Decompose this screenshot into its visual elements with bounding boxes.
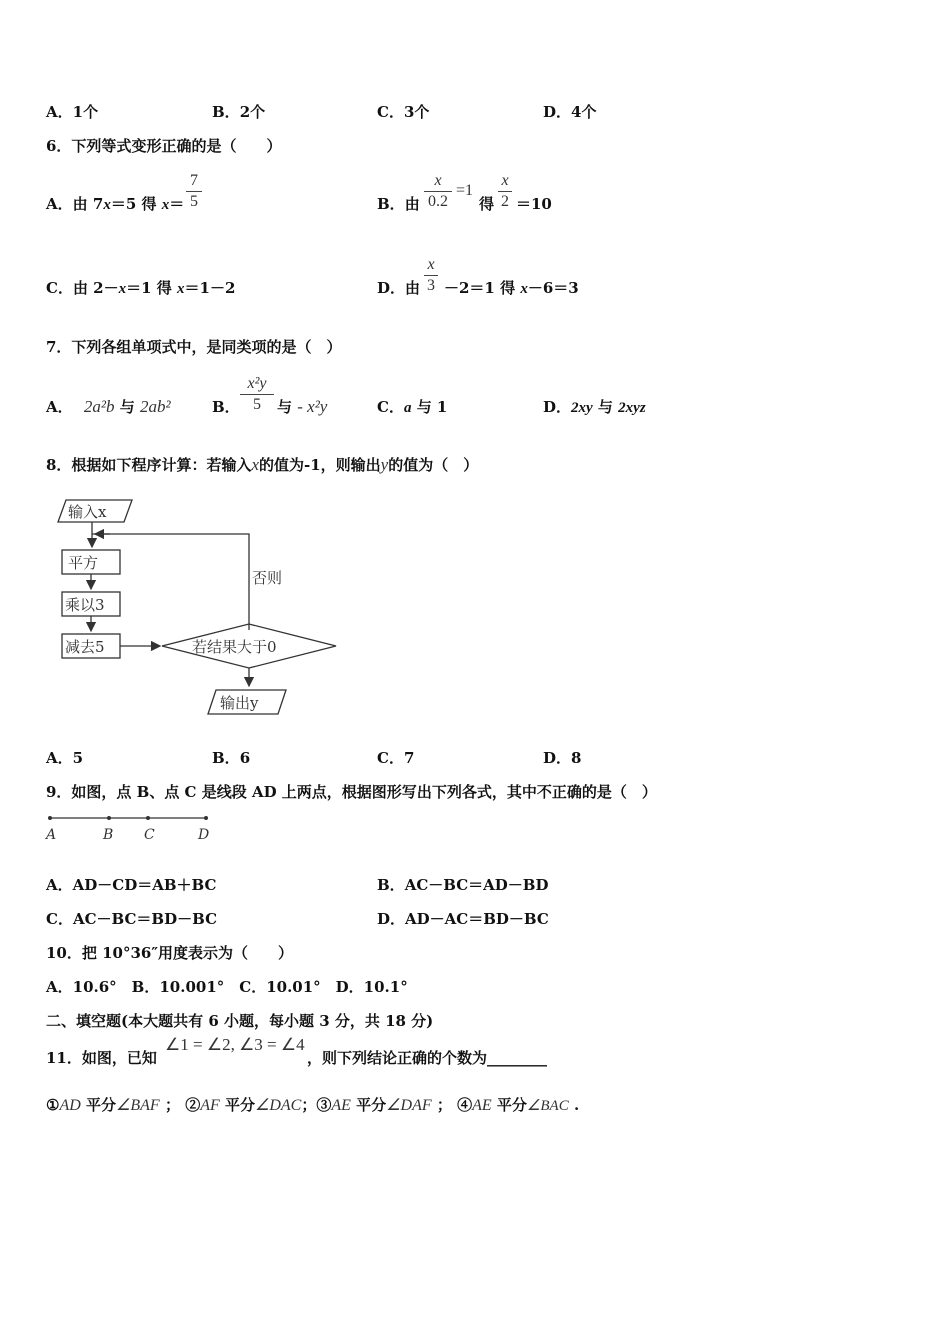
q6-stem: 6．下列等式变形正确的是（ ） [46, 137, 282, 155]
q6-b-fraction-1: x 0.2 [424, 172, 452, 211]
q8-flowchart [40, 490, 350, 720]
section-2-title: 二、填空题(本大题共有 6 小题，每小题 3 分，共 18 分) [46, 1012, 434, 1030]
q9-segment-figure [40, 810, 230, 846]
q6-b-post: ＝10 [516, 195, 552, 213]
q9-option-c: C．AC－BC＝BD－BC [46, 910, 218, 928]
q11-conclusions: ①AD 平分∠BAF ； ②AF 平分∠DAC；③AE 平分∠DAF ； ④AE 平分∠BAC . [46, 1096, 580, 1114]
q8-option-c: C．7 [377, 749, 415, 767]
q8-option-a: A．5 [46, 749, 84, 767]
q6-d-fraction: x 3 [424, 256, 438, 295]
q9-option-d: D．AD－AC＝BD－BC [377, 910, 549, 928]
q10-stem: 10．把 10°36″用度表示为（ ） [46, 944, 294, 962]
q8-stem: 8．根据如下程序计算：若输入x的值为-1，则输出y的值为（ ） [46, 455, 479, 474]
q5-option-d: D．4个 [543, 103, 597, 121]
q9-stem: 9．如图，点 B、点 C 是线段 AD 上两点，根据图形写出下列各式，其中不正确的是（ ） [46, 783, 657, 801]
flow-step-square-label: 平方 [68, 554, 99, 572]
q6-a-fraction: 7 5 [186, 172, 202, 211]
q6-d-rest: －2＝1 得 x－6＝3 [444, 279, 579, 297]
q6-b-fraction-2: x 2 [498, 172, 512, 211]
q7-option-b-rest: 与 - x²y [277, 397, 328, 416]
q7-b-fraction: x²y 5 [240, 375, 274, 414]
point-c-label: C [144, 827, 155, 843]
point-b-label: B [103, 827, 114, 843]
q11-stem-post: ，则下列结论正确的个数为________ [307, 1049, 548, 1067]
flow-output-label: 输出y [220, 694, 259, 712]
flow-step-subtract-label: 减去5 [65, 638, 105, 656]
q11-stem-pre: 11．如图，已知 [46, 1049, 157, 1067]
q6-option-b: B．由 [377, 195, 420, 213]
point-a-label: A [46, 827, 57, 843]
flow-decision-label: 若结果大于0 [192, 638, 277, 656]
q9-option-a: A．AD－CD＝AB＋BC [46, 876, 217, 894]
flow-step-multiply-label: 乘以3 [65, 596, 105, 614]
q5-option-b: B．2个 [212, 103, 266, 121]
flow-else-label: 否则 [252, 569, 283, 587]
q8-option-d: D．8 [543, 749, 582, 767]
q11-condition: ∠1 = ∠2, ∠3 = ∠4 [165, 1035, 305, 1054]
q5-option-c: C．3个 [377, 103, 430, 121]
q7-option-d: D．2xy 与 2xyz [543, 398, 646, 416]
point-d-label: D [198, 827, 210, 843]
q6-b-eq1: =1 [456, 182, 474, 199]
q6-option-c: C．由 2－x＝1 得 x＝1－2 [46, 279, 236, 297]
q5-option-a: A．1个 [46, 103, 99, 121]
q7-option-a: A． 2a²b 与 2ab² [46, 397, 171, 416]
q10-options: A．10.6° B．10.001° C．10.01° D．10.1° [46, 978, 408, 996]
flow-input-label: 输入x [68, 503, 107, 521]
q8-option-b: B．6 [212, 749, 251, 767]
q7-stem: 7．下列各组单项式中，是同类项的是（ ） [46, 338, 342, 356]
q6-option-a: A．由 7x＝5 得 x＝ [46, 195, 185, 213]
q7-option-b-letter: B． [212, 398, 240, 416]
q9-option-b: B．AC－BC＝AD－BD [377, 876, 549, 894]
q6-option-d: D．由 [377, 279, 421, 297]
q6-b-mid: 得 [479, 195, 495, 213]
q7-option-c: C．a 与 1 [377, 398, 448, 416]
